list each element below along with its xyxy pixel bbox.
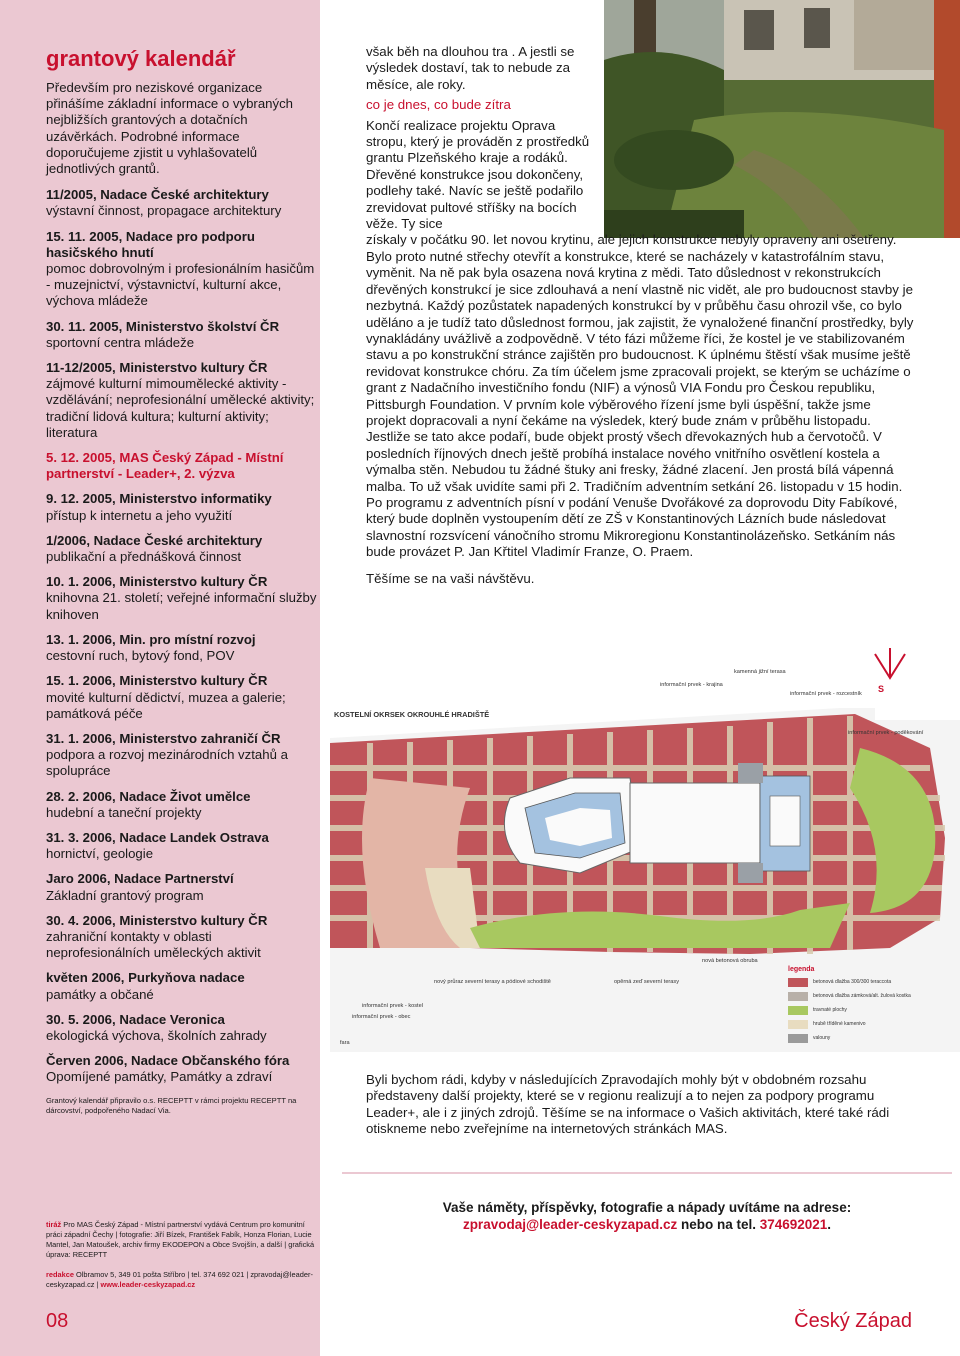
imprint-text: Pro MAS Český Západ - Místní partnerství vydává Centrum pro komunitní práci západní Čechy | fotografie: Jiří Bízek, František Fabík, Honza Florian, Lucie Mantel, Jan Matoušek, archiv firmy EKODEPON a Obce Svojšín, a další | grafická úprava: RECEPTT — [46, 1220, 315, 1259]
legend-row — [788, 975, 958, 989]
label-info-signpost: informační prvek - rozcestník — [790, 691, 862, 697]
grant-date: 15. 1. 2006, Ministerstvo kultury ČR — [46, 673, 268, 689]
grant-description: pomoc dobrovolným i profesionálním hasičům - muzejnictví, výstavnictví, kulturní akce, výchova mládeže — [46, 261, 315, 309]
grant-item — [46, 673, 318, 722]
label-rectory: fara — [340, 1040, 350, 1046]
grant-description: Opomíjené památky, Památky a zdraví — [46, 1069, 273, 1085]
grant-calendar-sidebar — [0, 0, 320, 1356]
legend-swatch — [788, 992, 808, 1001]
grant-date: 13. 1. 2006, Min. pro místní rozvoj — [46, 631, 256, 647]
legend-title: legenda — [788, 966, 815, 973]
grant-item — [46, 360, 318, 441]
imprint-credits — [46, 1220, 318, 1260]
grant-description: zahraniční kontakty v oblasti neprofesionálních uměleckých aktivit — [46, 928, 261, 961]
grant-description: cestovní ruch, bytový fond, POV — [46, 648, 235, 664]
contact-line: Vaše náměty, příspěvky, fotografie a nápady uvítáme na adrese: — [442, 1200, 852, 1215]
grant-description: památky a občané — [46, 986, 154, 1002]
redakce-label: redakce — [46, 1270, 74, 1279]
grant-date: 1/2006, Nadace České architektury — [46, 532, 263, 548]
contact-details — [342, 1217, 952, 1232]
label-info-thanks: informační prvek - poděkování — [848, 730, 924, 736]
legend-swatch — [788, 1006, 808, 1015]
imprint-label: tiráž — [46, 1220, 62, 1229]
grant-date: 11-12/2005, Ministerstvo kultury ČR — [46, 360, 268, 376]
grant-item — [46, 871, 318, 903]
grant-item — [46, 229, 318, 310]
legend-label: betonová dlažba 300/300 teraccota — [813, 979, 892, 985]
grant-calendar — [46, 46, 318, 1116]
closing-paragraph: Byli bychom rádi, kdyby v následujících Zpravodajích mohly být v obdobném rozsahu představeny další projekty, které se v regionu realizují a to nejen za podpory programu Leader+, ale i z jiných zdrojů. Těšíme se na informace o Vašich aktivitách, které také rádi otiskneme nebo zveřejníme na internetových stránkách MAS. — [366, 1072, 890, 1137]
grant-item — [46, 970, 318, 1002]
legend-label: betonová dlažba zámková/alt. žulová kostka — [813, 993, 911, 999]
grant-date: 31. 1. 2006, Ministerstvo zahraničí ČR — [46, 730, 281, 746]
contact-end: . — [827, 1217, 832, 1232]
grant-description: přístup k internetu a jeho využití — [46, 507, 233, 523]
contact-mid: nebo na tel. — [677, 1217, 760, 1232]
grant-description: hornictví, geologie — [46, 846, 154, 862]
label-info-church: informační prvek - kostel — [362, 1003, 423, 1009]
label-new-breakthrough: nový průraz severní terasy a pódiové schodiště — [434, 979, 551, 985]
grant-item — [46, 533, 318, 565]
grant-item — [46, 731, 318, 780]
article-closing: Těšíme se na vaši návštěvu. — [366, 570, 535, 586]
grant-date: 9. 12. 2005, Ministerstvo informatiky — [46, 491, 272, 507]
label-retaining-wall: opěrná zeď severní terasy — [614, 979, 680, 985]
grant-item — [46, 187, 318, 219]
legend-swatch — [788, 1034, 808, 1043]
grant-item — [46, 491, 318, 523]
grant-description: hudební a taneční projekty — [46, 804, 202, 820]
grant-item — [46, 1053, 318, 1085]
article-subhead: co je dnes, co bude zítra — [366, 97, 511, 113]
grant-item — [46, 1012, 318, 1044]
grant-description: ekologická výchova, školních zahrady — [46, 1027, 267, 1043]
grant-item — [46, 789, 318, 821]
page-number: 08 — [46, 1310, 69, 1332]
article-paragraph-2-wide: získaly v počátku 90. let novou krytinu, ale jejich konstrukce nebyly opraveny ani ošetřeny. Bylo proto nutné střechy otevřít a konstrukce, které se nacházely v katastrofálním stavu, vyměnit. Na ně pak byla osazena nová krytina z mědi. Tato důslednost v rekonstrukcích dřevěných konstrukcí je sice zdlouhavá a není vlastně nic vidět, ale pro budoucnost stavby je nezbytná. Každý pozůstatek napadených konstrukcí by v průběhu času ohrozil vše, co bylo uděláno a je tudíž tato důslednost formou, jak zajistit, že vynaložené finanční prostředky, byly vynakládány uvážlivě a zodpovědně. V této fázi můžeme říci, že kostel je ve stabilizovaném stavu a po konstrukční stránce zajištěn pro budoucnost. K úplnému štěstí však musíme ještě revidovat konstrukce chóru. Za tím účelem jsme zpracovali projekt, se kterým se ucházíme o grant z Nadačního investičního fondu (NIF) a výnosů VIA Fondu pro Českou republiku, Pittsburgh Foundation. V prvním kole výběrového řízení jsme byli úspěšní, takže jsme projekt dopracovali a nyní čekáme na výsledek, který bude znám v průběhu listopadu. Jestliže se tato akce podaří, bude objekt prostý všech dřevokazných hub a červotočů. V posledních říjnových dnech ještě probíhá instalace nového vnitřního osvětlení kostela a výmalba stěn. Nebudou tu žádné štuky ani fresky, žádné zlacení. Jen prostá bílá vápenná malba. To už však uvidíte sami při 2. Tradičním adventním setkání 26. listopadu v 15 hodin. Po programu z adventních písní v podání Venuše Dvořákové za doprovodu Dity Fabíkové, který bude doplněn vystoupením dětí ze ZŠ v Konstantinových Lázních bude následovat slavnostní rozsvícení vánočního stromu Mikroregionu Konstantinolázeňsko. Setkáním nás bude provázet P. Jan Křtitel Vladimír Franze, O. Praem. — [366, 232, 914, 560]
legend-row — [788, 1017, 958, 1031]
grant-description: publikační a přednášková činnost — [46, 549, 242, 565]
imprint — [46, 1220, 318, 1290]
grant-item — [46, 632, 318, 664]
site-plan — [330, 648, 960, 1052]
label-info-landscape: informační prvek - krajina — [660, 682, 723, 688]
legend-label: hrubě tříděné kamenivo — [813, 1021, 866, 1027]
legend-label: valouny — [813, 1035, 831, 1041]
grant-date: 5. 12. 2005, MAS Český Západ - Místní partnerství - Leader+, 2. výzva — [46, 450, 284, 482]
north-arrow-label: S — [878, 684, 885, 694]
article-paragraph-2-narrow: Končí realizace projektu Oprava stropu, který je prováděn z prostředků grantu Plzeňského kraje a rodáků. Dřevěné konstrukce jsou dokončeny, podlehy také. Navíc se ještě podařilo zrevidovat pultové stříšky na bocích věže. Ty sice — [366, 117, 590, 232]
site-plan-legend — [788, 966, 958, 1045]
grant-description: knihovna 21. století; veřejné informační služby knihoven — [46, 590, 317, 622]
brand-name: Český Západ — [794, 1310, 912, 1332]
grant-list — [46, 187, 318, 1085]
contact-email[interactable]: zpravodaj@leader-ceskyzapad.cz — [462, 1217, 678, 1232]
article-paragraph-1: však běh na dlouhou tra . A jestli se výsledek dostaví, tak to nebude za měsíce, ale roky. — [366, 44, 575, 92]
grant-date: 10. 1. 2006, Ministerstvo kultury ČR — [46, 574, 268, 590]
grant-date: 28. 2. 2006, Nadace Život umělce — [46, 788, 251, 804]
grant-calendar-note: Grantový kalendář připravilo o.s. RECEPTT v rámci projektu RECEPTT na dárcovství, podpořeného Nadací Via. — [46, 1095, 297, 1115]
contact-box — [342, 1172, 952, 1284]
grant-description: výstavní činnost, propagace architektury — [46, 203, 282, 219]
grant-calendar-title: grantový kalendář — [46, 46, 236, 71]
grant-date: květen 2006, Purkyňova nadace — [46, 970, 245, 986]
contact-phone: 374692021 — [759, 1217, 828, 1232]
legend-label: travnaté plochy — [813, 1007, 847, 1013]
grant-date: 30. 5. 2006, Nadace Veronica — [46, 1011, 225, 1027]
grant-description: Základní grantový program — [46, 887, 204, 903]
grant-date: Červen 2006, Nadace Občanského fóra — [46, 1053, 290, 1069]
legend-swatch — [788, 1020, 808, 1029]
article — [366, 44, 914, 591]
label-stone-terrace: kamenná jižní terasa — [734, 669, 786, 675]
legend-row — [788, 1003, 958, 1017]
label-concrete-edge: nová betonová obruba — [702, 958, 758, 964]
imprint-contact — [46, 1270, 318, 1290]
grant-item — [46, 913, 318, 962]
label-info-village: informační prvek - obec — [352, 1014, 411, 1020]
grant-date: Jaro 2006, Nadace Partnerství — [46, 871, 234, 887]
legend-row — [788, 989, 958, 1003]
grant-date: 30. 4. 2006, Ministerstvo kultury ČR — [46, 912, 268, 928]
grant-item — [46, 574, 318, 623]
grant-item — [46, 830, 318, 862]
grant-description: podpora a rozvoj mezinárodních vztahů a spolupráce — [46, 747, 288, 779]
grant-description: movité kulturní dědictví, muzea a galerie; památková péče — [46, 689, 286, 721]
redakce-text: Olbramov 5, 349 01 pošta Stříbro | tel. 374 692 021 | zpravodaj@leader-ceskyzapad.cz | — [46, 1270, 313, 1289]
grant-date: 30. 11. 2005, Ministerstvo školství ČR — [46, 318, 280, 334]
grant-date: 11/2005, Nadace České architektury — [46, 187, 269, 203]
grant-date: 31. 3. 2006, Nadace Landek Ostrava — [46, 829, 269, 845]
grant-description: zájmové kulturní mimoumělecké aktivity - vzdělávání; neprofesionální umělecké aktivity; tradiční lidová kultura; kulturní aktivity; literatura — [46, 376, 315, 440]
legend-swatch — [788, 978, 808, 987]
grant-description: sportovní centra mládeže — [46, 334, 195, 350]
grant-item — [46, 319, 318, 351]
grant-calendar-intro: Především pro neziskové organizace přinášíme základní informace o vybraných nejbližších grantových a dotačních uzávěrkách. Podrobné informace doporučujeme zjistit u vyhlašovatelů jednotlivých grantů. — [46, 80, 294, 177]
grant-item — [46, 450, 318, 482]
web-link[interactable]: www.leader-ceskyzapad.cz — [100, 1280, 196, 1289]
legend-row — [788, 1031, 958, 1045]
site-plan-title: KOSTELNÍ OKRSEK OKROUHLÉ HRADIŠTĚ — [334, 710, 490, 719]
grant-date: 15. 11. 2005, Nadace pro podporu hasičského hnutí — [46, 228, 255, 260]
legend-rows — [788, 975, 958, 1045]
